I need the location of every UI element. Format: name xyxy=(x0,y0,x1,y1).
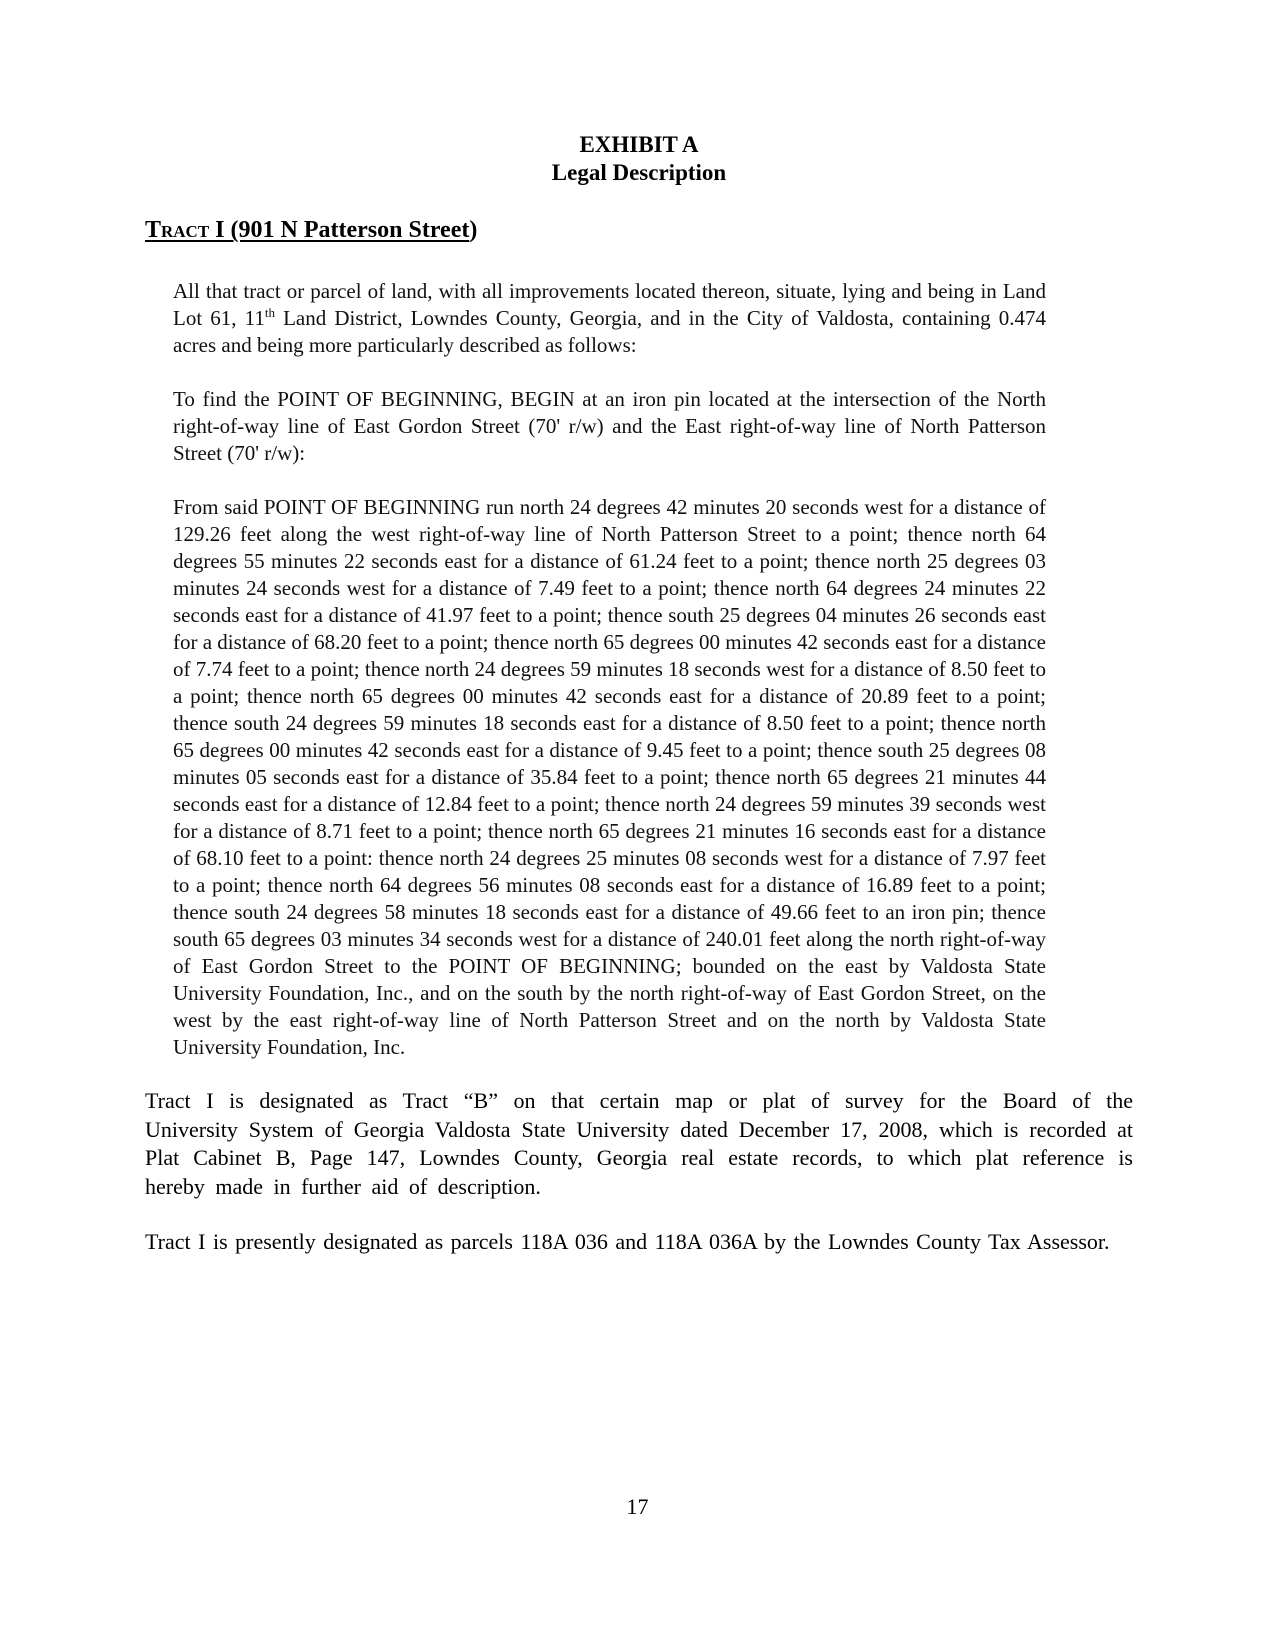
tract-heading-close-paren: ) xyxy=(469,217,478,243)
legal-description-block xyxy=(173,278,1046,1061)
tract-heading xyxy=(145,215,1133,245)
survey-reference-paragraph: Tract I is designated as Tract “B” on that certain map or plat of survey for the Board of the University System of Georgia Valdosta State University dated December 17, 2008, which is recorded at Plat Cabinet B, Page 147, Lowndes County, Georgia real estate records, to which plat reference is hereby made in further aid of description. xyxy=(145,1088,1133,1199)
metes-and-bounds-paragraph: From said POINT OF BEGINNING run north 24 degrees 42 minutes 20 seconds west for a distance of 129.26 feet along the west right-of-way line of North Patterson Street to a point; thence north 64 degrees 55 minutes 22 seconds east for a distance of 61.24 feet to a point; thence north 25 degrees 03 minutes 24 seconds west for a distance of 7.49 feet to a point; thence north 64 degrees 24 minutes 22 seconds east for a distance of 41.97 feet to a point; thence south 25 degrees 04 minutes 26 seconds east for a distance of 68.20 feet to a point; thence north 65 degrees 00 minutes 42 seconds east for a distance of 7.74 feet to a point; thence north 24 degrees 59 minutes 18 seconds west for a distance of 8.50 feet to a point; thence north 65 degrees 00 minutes 42 seconds east for a distance of 20.89 feet to a point; thence south 24 degrees 59 minutes 18 seconds east for a distance of 8.50 feet to a point; thence north 65 degrees 00 minutes 42 seconds east for a distance of 9.45 feet to a point; thence south 25 degrees 08 minutes 05 seconds east for a distance of 35.84 feet to a point; thence north 65 degrees 21 minutes 44 seconds east for a distance of 12.84 feet to a point; thence north 24 degrees 59 minutes 39 seconds west for a distance of 8.71 feet to a point; thence north 65 degrees 21 minutes 16 seconds east for a distance of 68.10 feet to a point: thence north 24 degrees 25 minutes 08 seconds west for a distance of 7.97 feet to a point; thence north 64 degrees 56 minutes 08 seconds east for a distance of 16.89 feet to a point; thence south 24 degrees 58 minutes 18 seconds east for a distance of 49.66 feet to an iron pin; thence south 65 degrees 03 minutes 34 seconds west for a distance of 240.01 feet along the north right-of-way of East Gordon Street to the POINT OF BEGINNING; bounded on the east by Valdosta State University Foundation, Inc., and on the south by the north right-of-way of East Gordon Street, on the west by the east right-of-way line of North Patterson Street and on the north by Valdosta State University Foundation, Inc. xyxy=(173,495,1047,1059)
parcel-designation-paragraph: Tract I is presently designated as parcels 118A 036 and 118A 036A by the Lowndes County Tax Assessor. xyxy=(145,1229,1110,1254)
parcel-intro-paragraph xyxy=(173,278,1046,359)
tract-heading-label: Tract I xyxy=(145,217,225,243)
tract-heading-underlined xyxy=(145,217,469,243)
exhibit-subtitle: Legal Description xyxy=(551,160,727,185)
closing-paragraphs xyxy=(145,1087,1133,1257)
ordinal-superscript: th xyxy=(264,305,275,320)
parcel-intro-text-2: Land District, Lowndes County, Georgia, and in the City of Valdosta, containing 0.474 acres and being more particularly described as follows: xyxy=(173,306,1046,357)
document-content xyxy=(145,131,1133,1257)
exhibit-title: EXHIBIT A xyxy=(579,132,699,157)
parcel-intro-text-1: All that tract or parcel of land, with all improvements located thereon, situate, lying and being in Land Lot 61, 11 xyxy=(173,279,1046,330)
page-number: 17 xyxy=(626,1494,649,1519)
point-of-beginning-paragraph: To find the POINT OF BEGINNING, BEGIN at an iron pin located at the intersection of the North right-of-way line of East Gordon Street (70' r/w) and the East right-of-way line of North Patterson Street (70' r/w): xyxy=(173,387,1046,465)
tract-heading-address: (901 N Patterson Street xyxy=(224,217,470,243)
